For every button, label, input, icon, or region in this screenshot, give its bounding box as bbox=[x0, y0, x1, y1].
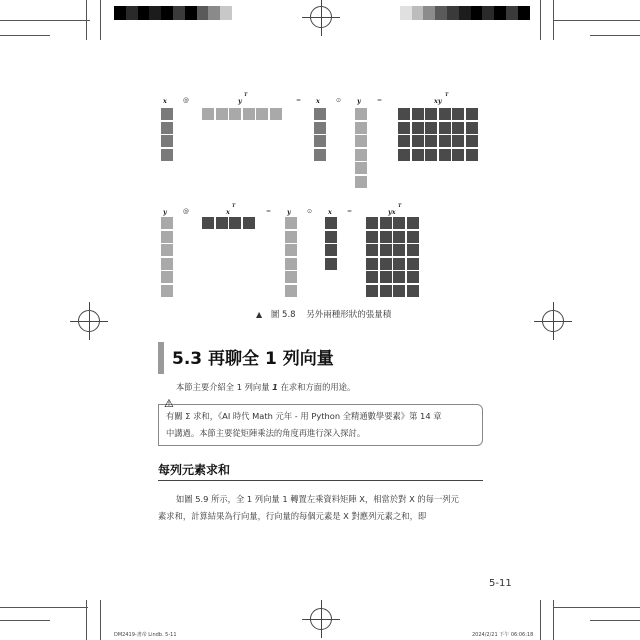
superscript-label: T bbox=[445, 93, 449, 98]
figure-caption bbox=[256, 308, 391, 320]
matrix-cell-outer-product bbox=[412, 135, 424, 147]
matrix-cell-outer-product bbox=[439, 149, 451, 161]
crop-mark bbox=[553, 600, 554, 640]
matrix-cell-outer-product bbox=[407, 271, 419, 283]
matrix-cell-outer-product bbox=[407, 285, 419, 297]
footer-left: DM2419-書帝 Lindb. 5-11 bbox=[114, 632, 177, 638]
matrix-cell-y bbox=[161, 285, 173, 297]
matrix-cell-y bbox=[161, 217, 173, 229]
superscript-label: T bbox=[398, 204, 402, 209]
section-marker bbox=[158, 342, 164, 374]
matrix-cell-outer-product bbox=[398, 149, 410, 161]
matrix-label: y bbox=[163, 208, 167, 216]
matrix-cell-x-transpose bbox=[216, 217, 228, 229]
section-title: 5.3 再聊全 1 列向量 bbox=[172, 349, 334, 369]
triangle-icon: ▲ bbox=[256, 310, 263, 319]
matrix-cell-x bbox=[314, 135, 326, 147]
matrix-cell-y bbox=[355, 149, 367, 161]
calibration-swatch bbox=[471, 6, 483, 20]
matrix-cell-y bbox=[161, 231, 173, 243]
calibration-swatch bbox=[412, 6, 424, 20]
matrix-cell-outer-product bbox=[380, 217, 392, 229]
matrix-cell-y bbox=[355, 162, 367, 174]
crop-mark bbox=[86, 600, 87, 640]
calibration-swatch bbox=[494, 6, 506, 20]
crop-mark bbox=[553, 607, 640, 608]
calibration-swatch bbox=[185, 6, 197, 20]
operator-label: @ bbox=[183, 97, 189, 104]
math-symbol: 1 bbox=[272, 382, 278, 392]
calibration-swatch bbox=[482, 6, 494, 20]
matrix-cell-y bbox=[355, 108, 367, 120]
matrix-cell-outer-product bbox=[398, 122, 410, 134]
matrix-label: yx bbox=[388, 208, 396, 216]
calibration-swatch bbox=[435, 6, 447, 20]
crop-mark bbox=[0, 620, 50, 621]
matrix-cell-outer-product bbox=[425, 108, 437, 120]
matrix-cell-x bbox=[314, 149, 326, 161]
operator-label: ⊙ bbox=[336, 97, 342, 104]
matrix-cell-outer-product bbox=[393, 285, 405, 297]
matrix-label: x bbox=[316, 97, 320, 105]
calibration-swatch bbox=[208, 6, 220, 20]
matrix-cell-y bbox=[161, 244, 173, 256]
intro-paragraph bbox=[176, 379, 355, 396]
matrix-cell-x bbox=[325, 258, 337, 270]
operator-label: = bbox=[377, 97, 383, 104]
registration-mark-icon bbox=[310, 608, 332, 630]
crop-mark bbox=[0, 607, 88, 608]
matrix-cell-outer-product bbox=[407, 244, 419, 256]
crop-mark bbox=[100, 0, 101, 40]
matrix-cell-y bbox=[161, 258, 173, 270]
matrix-cell-outer-product bbox=[425, 149, 437, 161]
superscript-label: T bbox=[232, 204, 236, 209]
registration-mark-icon bbox=[542, 310, 564, 332]
body-line: 如圖 5.9 所示，全 1 列向量 1 轉置左乘資料矩陣 X，相當於對 X 的每一列元 bbox=[176, 494, 459, 504]
matrix-cell-outer-product bbox=[412, 108, 424, 120]
operator-label: = bbox=[347, 208, 353, 215]
matrix-cell-outer-product bbox=[380, 271, 392, 283]
matrix-label: x bbox=[226, 208, 230, 216]
matrix-cell-x bbox=[325, 231, 337, 243]
matrix-cell-outer-product bbox=[366, 231, 378, 243]
matrix-cell-x-transpose bbox=[243, 217, 255, 229]
matrix-cell-y-transpose bbox=[229, 108, 241, 120]
matrix-cell-outer-product bbox=[380, 244, 392, 256]
matrix-cell-x bbox=[161, 135, 173, 147]
note-line: 中講過。本節主要從矩陣乘法的角度再進行深入探討。 bbox=[166, 428, 366, 438]
matrix-cell-x bbox=[314, 108, 326, 120]
intro-text: 本節主要介紹全 1 列向量 bbox=[176, 382, 273, 392]
matrix-cell-outer-product bbox=[425, 135, 437, 147]
matrix-cell-x-transpose bbox=[202, 217, 214, 229]
matrix-cell-outer-product bbox=[412, 149, 424, 161]
matrix-cell-outer-product bbox=[398, 108, 410, 120]
matrix-cell-y-transpose bbox=[216, 108, 228, 120]
matrix-cell-outer-product bbox=[393, 258, 405, 270]
calibration-swatch bbox=[149, 6, 161, 20]
matrix-cell-x-transpose bbox=[229, 217, 241, 229]
matrix-cell-outer-product bbox=[366, 217, 378, 229]
calibration-swatch bbox=[161, 6, 173, 20]
matrix-cell-outer-product bbox=[466, 149, 478, 161]
crop-mark bbox=[553, 20, 640, 21]
matrix-cell-y-transpose bbox=[270, 108, 282, 120]
calibration-swatch bbox=[197, 6, 209, 20]
matrix-cell-y-transpose bbox=[202, 108, 214, 120]
matrix-cell-outer-product bbox=[366, 258, 378, 270]
operator-label: ⊙ bbox=[307, 208, 313, 215]
matrix-cell-y bbox=[285, 244, 297, 256]
matrix-label: y bbox=[287, 208, 291, 216]
matrix-cell-outer-product bbox=[393, 271, 405, 283]
matrix-cell-outer-product bbox=[452, 149, 464, 161]
calibration-bar-left bbox=[114, 6, 244, 20]
matrix-cell-x bbox=[161, 149, 173, 161]
caption-text: 另外兩種形狀的張量積 bbox=[306, 310, 392, 320]
matrix-label: xy bbox=[434, 97, 442, 105]
matrix-cell-outer-product bbox=[452, 122, 464, 134]
matrix-cell-outer-product bbox=[393, 217, 405, 229]
matrix-cell-y-transpose bbox=[256, 108, 268, 120]
matrix-cell-outer-product bbox=[380, 285, 392, 297]
matrix-cell-outer-product bbox=[407, 217, 419, 229]
calibration-swatch bbox=[423, 6, 435, 20]
calibration-bar-right bbox=[388, 6, 530, 20]
subsection-rule bbox=[158, 480, 483, 481]
matrix-cell-y-transpose bbox=[243, 108, 255, 120]
footer-right: 2024/2/21 下午 06:06:18 bbox=[472, 632, 534, 638]
matrix-label: y bbox=[238, 97, 242, 105]
registration-mark-icon bbox=[310, 6, 332, 28]
matrix-cell-y bbox=[355, 176, 367, 188]
calibration-swatch bbox=[518, 6, 530, 20]
matrix-cell-y bbox=[285, 285, 297, 297]
matrix-cell-outer-product bbox=[466, 135, 478, 147]
subsection-title: 每列元素求和 bbox=[158, 463, 231, 477]
matrix-cell-y bbox=[285, 231, 297, 243]
calibration-swatch bbox=[447, 6, 459, 20]
crop-mark bbox=[0, 20, 90, 21]
superscript-label: T bbox=[244, 93, 248, 98]
matrix-cell-x bbox=[161, 122, 173, 134]
matrix-cell-x bbox=[161, 108, 173, 120]
calibration-swatch bbox=[400, 6, 412, 20]
matrix-cell-outer-product bbox=[366, 244, 378, 256]
matrix-cell-outer-product bbox=[439, 108, 451, 120]
matrix-cell-y bbox=[285, 258, 297, 270]
matrix-cell-outer-product bbox=[425, 122, 437, 134]
matrix-cell-outer-product bbox=[393, 244, 405, 256]
calibration-swatch bbox=[388, 6, 400, 20]
operator-label: @ bbox=[183, 208, 189, 215]
matrix-cell-outer-product bbox=[439, 135, 451, 147]
matrix-cell-outer-product bbox=[439, 122, 451, 134]
calibration-swatch bbox=[173, 6, 185, 20]
matrix-cell-y bbox=[285, 271, 297, 283]
matrix-cell-x bbox=[325, 217, 337, 229]
matrix-cell-outer-product bbox=[380, 258, 392, 270]
matrix-cell-outer-product bbox=[466, 122, 478, 134]
calibration-swatch bbox=[126, 6, 138, 20]
matrix-cell-outer-product bbox=[452, 108, 464, 120]
caption-label: 圖 5.8 bbox=[270, 310, 296, 320]
crop-mark bbox=[590, 35, 640, 36]
matrix-cell-outer-product bbox=[398, 135, 410, 147]
crop-mark bbox=[590, 620, 640, 621]
calibration-swatch bbox=[232, 6, 244, 20]
crop-mark bbox=[553, 0, 554, 40]
matrix-cell-outer-product bbox=[412, 122, 424, 134]
matrix-cell-y bbox=[161, 271, 173, 283]
crop-mark bbox=[100, 600, 101, 640]
calibration-swatch bbox=[138, 6, 150, 20]
operator-label: = bbox=[266, 208, 272, 215]
matrix-cell-outer-product bbox=[407, 231, 419, 243]
matrix-cell-outer-product bbox=[452, 135, 464, 147]
matrix-cell-x bbox=[314, 122, 326, 134]
intro-text: 在求和方面的用途。 bbox=[277, 382, 356, 392]
page-number: 5-11 bbox=[489, 578, 512, 589]
calibration-swatch bbox=[459, 6, 471, 20]
crop-mark bbox=[0, 35, 50, 36]
operator-label: = bbox=[296, 97, 302, 104]
calibration-swatch bbox=[506, 6, 518, 20]
matrix-cell-y bbox=[355, 122, 367, 134]
matrix-label: x bbox=[163, 97, 167, 105]
matrix-cell-y bbox=[285, 217, 297, 229]
calibration-swatch bbox=[114, 6, 126, 20]
crop-mark bbox=[86, 0, 87, 40]
note-line: 有關 Σ 求和，《AI 時代 Math 元年 - 用 Python 全精通數學要素》第 14 章 bbox=[166, 411, 442, 421]
matrix-cell-outer-product bbox=[366, 271, 378, 283]
matrix-cell-outer-product bbox=[380, 231, 392, 243]
calibration-swatch bbox=[220, 6, 232, 20]
matrix-cell-outer-product bbox=[466, 108, 478, 120]
body-line: 素求和，計算結果為行向量，行向量的每個元素是 X 對應列元素之和，即 bbox=[158, 511, 427, 521]
matrix-cell-y bbox=[355, 135, 367, 147]
matrix-cell-x bbox=[325, 244, 337, 256]
matrix-label: y bbox=[357, 97, 361, 105]
registration-mark-icon bbox=[78, 310, 100, 332]
matrix-label: x bbox=[328, 208, 332, 216]
matrix-cell-outer-product bbox=[393, 231, 405, 243]
crop-mark bbox=[540, 600, 541, 640]
matrix-cell-outer-product bbox=[407, 258, 419, 270]
warning-icon: ⚠ bbox=[164, 397, 174, 410]
matrix-cell-outer-product bbox=[366, 285, 378, 297]
crop-mark bbox=[540, 0, 541, 40]
